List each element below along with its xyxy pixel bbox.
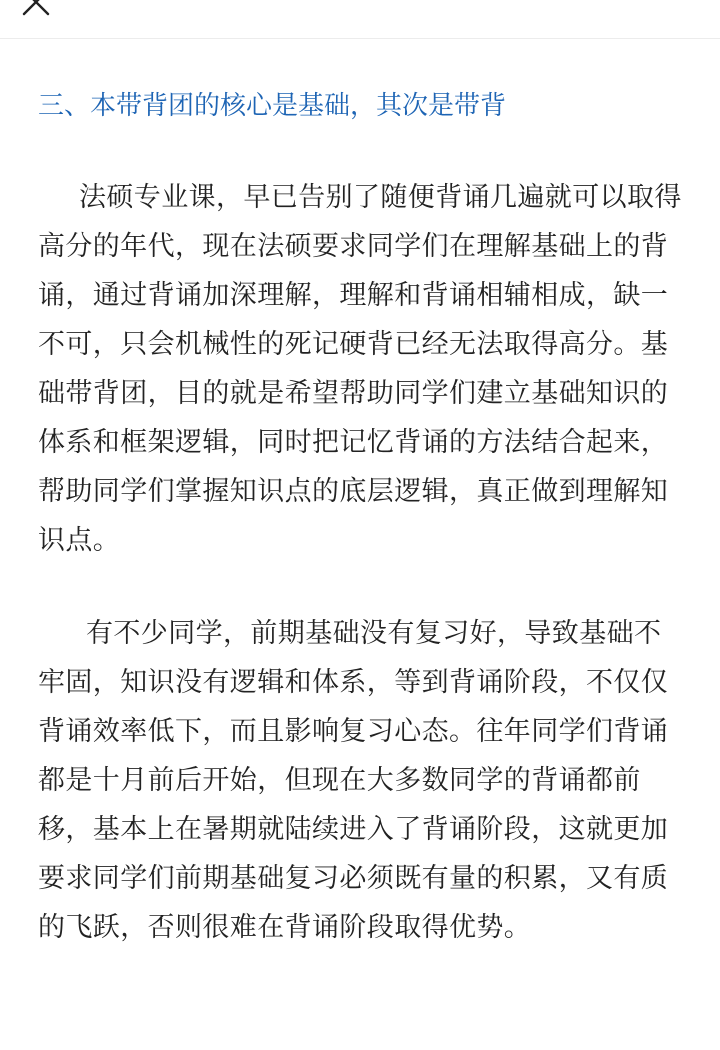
top-bar <box>0 0 720 39</box>
paragraph-1: 法硕专业课，早已告别了随便背诵几遍就可以取得高分的年代，现在法硕要求同学们在理解基础上的背诵，通过背诵加深理解，理解和背诵相辅相成，缺一不可，只会机械性的死记硬背已经无法取得高分。基础带背团，目的就是希望帮助同学们建立基础知识的体系和框架逻辑，同时把记忆背诵的方法结合起来，帮助同学们掌握知识点的底层逻辑，真正做到理解知识点。 <box>38 182 682 556</box>
section-heading: 三、本带背团的核心是基础，其次是带背 <box>38 91 507 121</box>
paragraph-2: 有不少同学，前期基础没有复习好，导致基础不牢固，知识没有逻辑和体系，等到背诵阶段，不仅仅背诵效率低下，而且影响复习心态。往年同学们背诵都是十月前后开始，但现在大多数同学的背诵都前移，基本上在暑期就陆续进入了背诵阶段，这就更加要求同学们前期基础复习必须既有量的积累，又有质的飞跃，否则很难在背诵阶段取得优势。 <box>38 618 669 943</box>
close-button[interactable] <box>20 0 52 18</box>
close-icon <box>20 0 52 18</box>
